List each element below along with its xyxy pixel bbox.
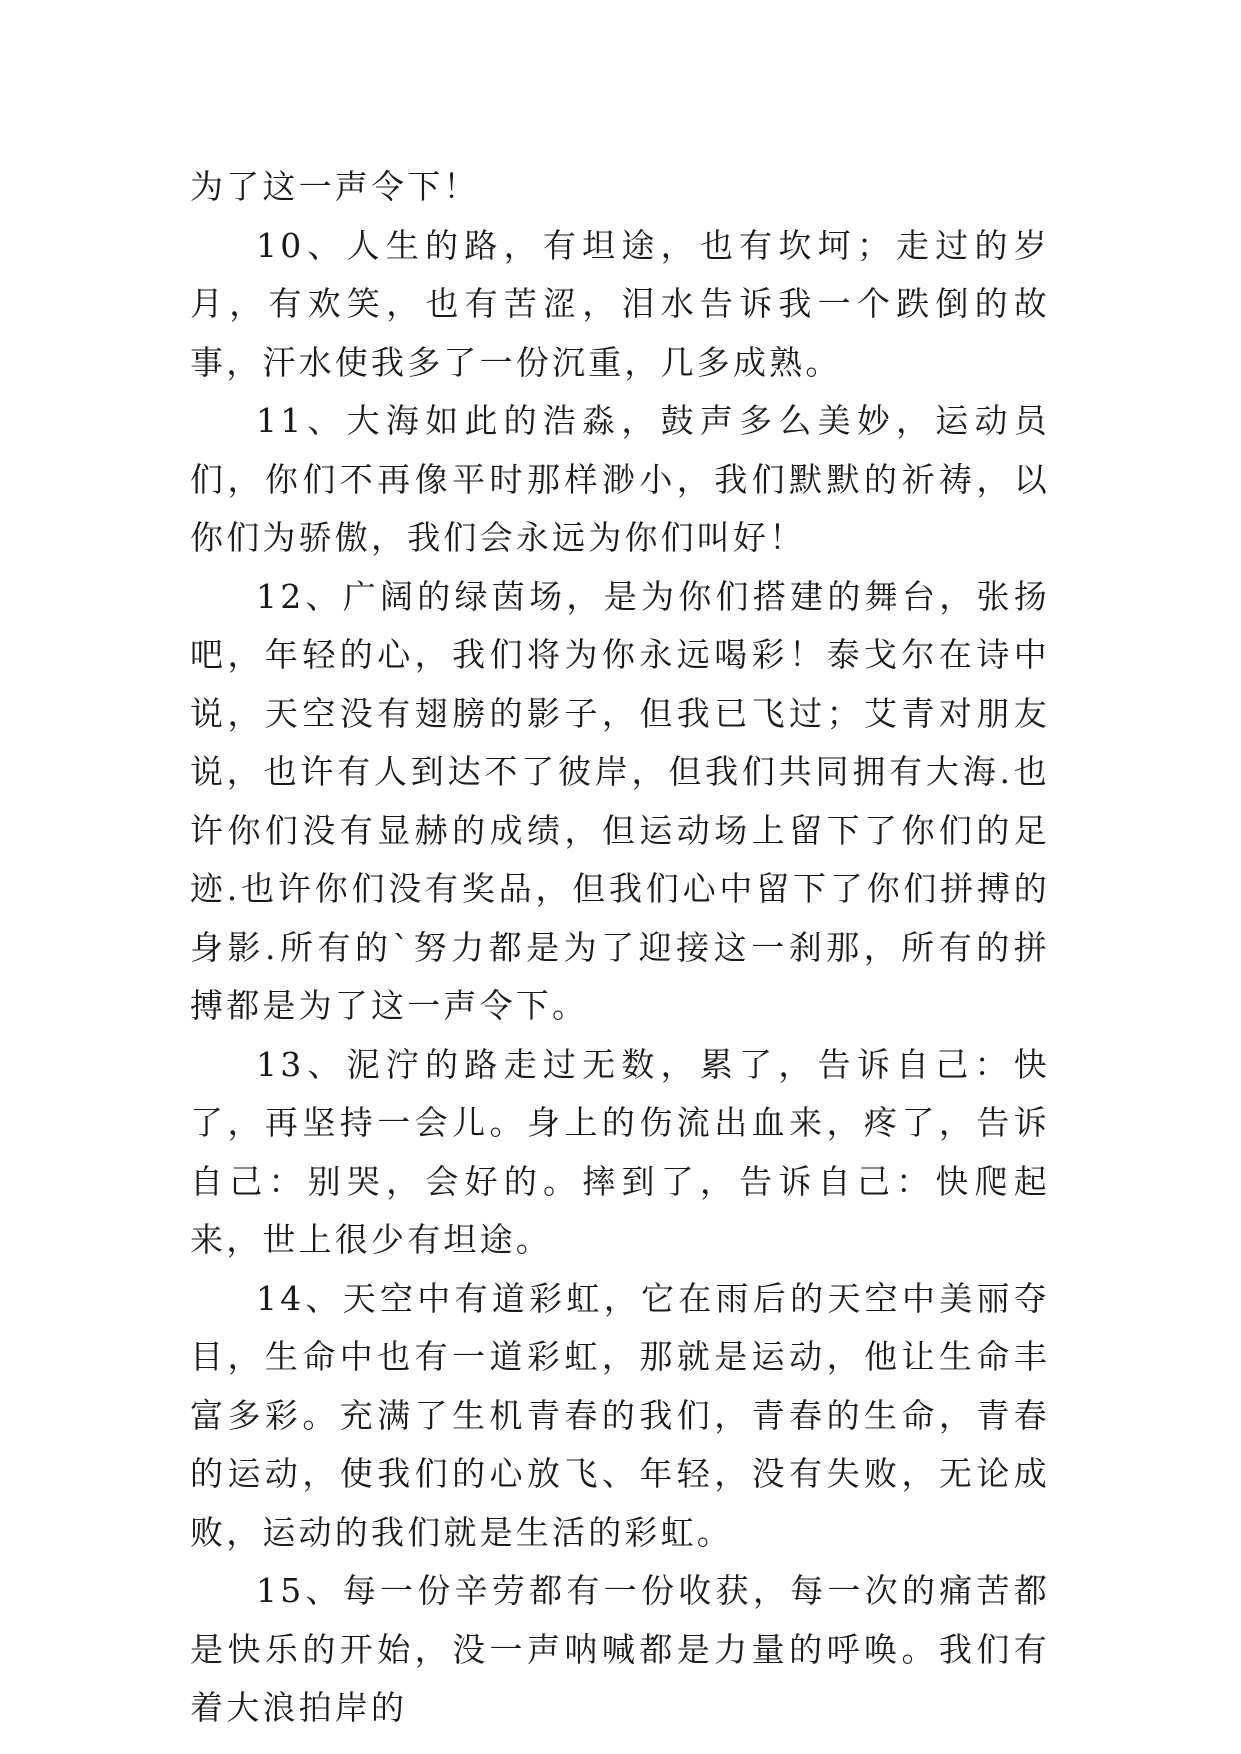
paragraph-15: 15、每一份辛劳都有一份收获，每一次的痛苦都是快乐的开始，没一声呐喊都是力量的呼唤。我们有着大浪拍岸的: [190, 1571, 1050, 1727]
paragraph-13: 13、泥泞的路走过无数，累了，告诉自己：快了，再坚持一会儿。身上的伤流出血来，疼了，告诉自己：别哭，会好的。摔到了，告诉自己：快爬起来，世上很少有坦途。: [190, 1044, 1050, 1259]
paragraph-11: 11、大海如此的浩淼，鼓声多么美妙，运动员们，你们不再像平时那样渺小，我们默默的祈祷，以你们为骄傲，我们会永远为你们叫好！: [190, 401, 1050, 557]
document-body: [190, 158, 1050, 1738]
paragraph-14: 14、天空中有道彩虹，它在雨后的天空中美丽夺目，生命中也有一道彩虹，那就是运动，他让生命丰富多彩。充满了生机青春的我们，青春的生命，青春的运动，使我们的心放飞、年轻，没有失败，无论成败，运动的我们就是生活的彩虹。: [190, 1278, 1050, 1552]
lead-line: 为了这一声令下！: [190, 167, 480, 206]
paragraph-12: 12、广阔的绿茵场，是为你们搭建的舞台，张扬吧，年轻的心，我们将为你永远喝彩！泰戈尔在诗中说，天空没有翅膀的影子，但我已飞过；艾青对朋友说，也许有人到达不了彼岸，但我们共同拥有大海.也许你们没有显赫的成绩，但运动场上留下了你们的足迹.也许你们没有奖品，但我们心中留下了你们拼搏的身影.所有的`努力都是为了迎接这一刹那，所有的拼搏都是为了这一声令下。: [190, 576, 1050, 1025]
paragraph-10: 10、人生的路，有坦途，也有坎坷；走过的岁月，有欢笑，也有苦涩，泪水告诉我一个跌倒的故事，汗水使我多了一份沉重，几多成熟。: [190, 225, 1050, 382]
